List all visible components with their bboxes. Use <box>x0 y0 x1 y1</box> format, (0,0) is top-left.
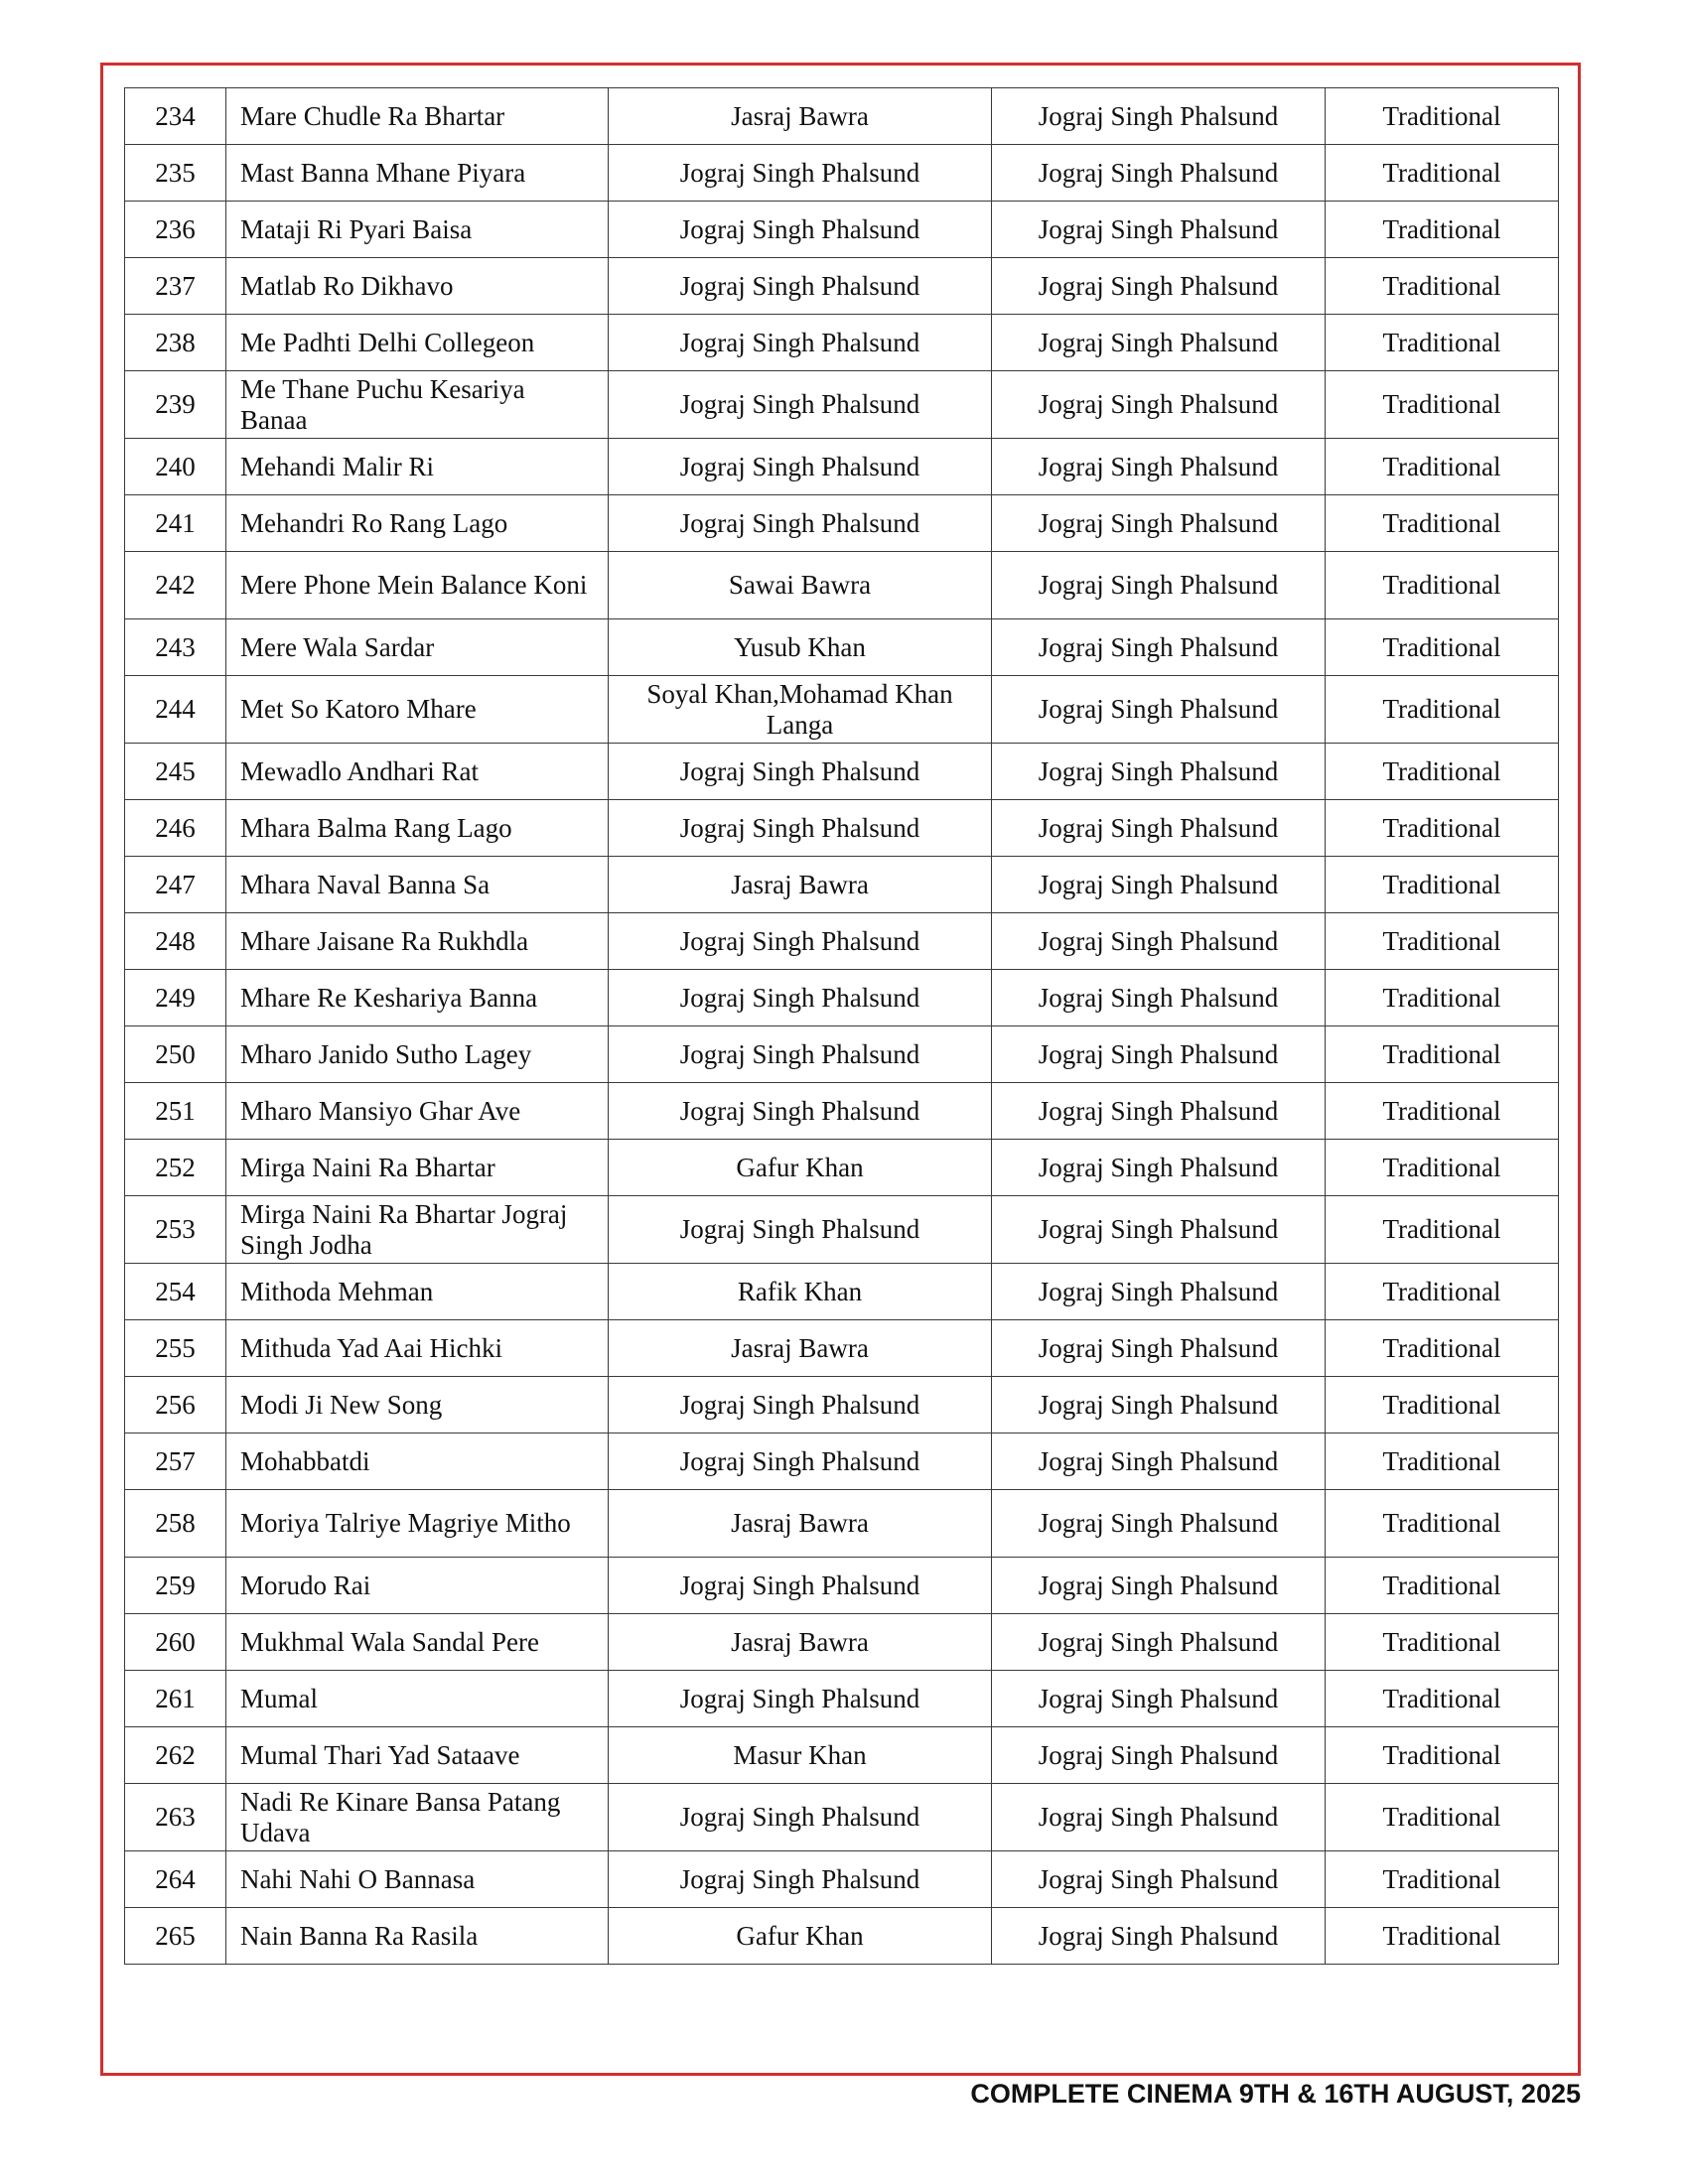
lyrics-cell: Traditional <box>1326 315 1559 371</box>
table-row <box>125 1320 1559 1377</box>
singer-cell: Jograj Singh Phalsund <box>609 258 992 315</box>
lyrics-cell: Traditional <box>1326 1614 1559 1671</box>
music-cell: Jograj Singh Phalsund <box>992 371 1326 439</box>
music-cell: Jograj Singh Phalsund <box>992 1320 1326 1377</box>
lyrics-cell: Traditional <box>1326 619 1559 676</box>
song-title-cell: Nain Banna Ra Rasila <box>226 1908 609 1965</box>
song-title-cell: Mukhmal Wala Sandal Pere <box>226 1614 609 1671</box>
music-cell: Jograj Singh Phalsund <box>992 676 1326 744</box>
table-row <box>125 1377 1559 1433</box>
music-cell: Jograj Singh Phalsund <box>992 1851 1326 1908</box>
lyrics-cell: Traditional <box>1326 1026 1559 1083</box>
song-list-body <box>125 88 1559 1965</box>
song-number-cell: 251 <box>125 1083 226 1140</box>
song-title-cell: Nadi Re Kinare Bansa Patang Udava <box>226 1784 609 1851</box>
publication-footer: COMPLETE CINEMA 9TH & 16TH AUGUST, 2025 <box>970 2079 1581 2109</box>
song-number-cell: 242 <box>125 552 226 619</box>
song-number-cell: 244 <box>125 676 226 744</box>
lyrics-cell: Traditional <box>1326 1490 1559 1558</box>
lyrics-cell: Traditional <box>1326 1851 1559 1908</box>
table-row <box>125 857 1559 913</box>
table-row <box>125 258 1559 315</box>
lyrics-cell: Traditional <box>1326 1264 1559 1320</box>
lyrics-cell: Traditional <box>1326 371 1559 439</box>
music-cell: Jograj Singh Phalsund <box>992 1377 1326 1433</box>
table-row <box>125 145 1559 202</box>
lyrics-cell: Traditional <box>1326 1196 1559 1264</box>
song-title-cell: Mehandri Ro Rang Lago <box>226 495 609 552</box>
song-title-cell: Mhare Jaisane Ra Rukhdla <box>226 913 609 970</box>
singer-cell: Rafik Khan <box>609 1264 992 1320</box>
song-number-cell: 261 <box>125 1671 226 1727</box>
singer-cell: Jograj Singh Phalsund <box>609 495 992 552</box>
song-number-cell: 258 <box>125 1490 226 1558</box>
singer-cell: Jasraj Bawra <box>609 88 992 145</box>
song-title-cell: Mumal Thari Yad Sataave <box>226 1727 609 1784</box>
table-row <box>125 1264 1559 1320</box>
table-row <box>125 1908 1559 1965</box>
music-cell: Jograj Singh Phalsund <box>992 1083 1326 1140</box>
music-cell: Jograj Singh Phalsund <box>992 913 1326 970</box>
song-number-cell: 264 <box>125 1851 226 1908</box>
song-number-cell: 247 <box>125 857 226 913</box>
lyrics-cell: Traditional <box>1326 913 1559 970</box>
song-number-cell: 249 <box>125 970 226 1026</box>
singer-cell: Sawai Bawra <box>609 552 992 619</box>
table-row <box>125 744 1559 800</box>
singer-cell: Jograj Singh Phalsund <box>609 800 992 857</box>
song-number-cell: 246 <box>125 800 226 857</box>
music-cell: Jograj Singh Phalsund <box>992 439 1326 495</box>
song-number-cell: 253 <box>125 1196 226 1264</box>
song-title-cell: Mumal <box>226 1671 609 1727</box>
singer-cell: Jograj Singh Phalsund <box>609 439 992 495</box>
lyrics-cell: Traditional <box>1326 439 1559 495</box>
song-title-cell: Mast Banna Mhane Piyara <box>226 145 609 202</box>
table-row <box>125 1490 1559 1558</box>
music-cell: Jograj Singh Phalsund <box>992 1614 1326 1671</box>
song-number-cell: 256 <box>125 1377 226 1433</box>
table-row <box>125 315 1559 371</box>
lyrics-cell: Traditional <box>1326 1083 1559 1140</box>
song-title-cell: Mhare Re Keshariya Banna <box>226 970 609 1026</box>
singer-cell: Jasraj Bawra <box>609 1490 992 1558</box>
table-row <box>125 88 1559 145</box>
song-title-cell: Me Padhti Delhi Collegeon <box>226 315 609 371</box>
singer-cell: Jasraj Bawra <box>609 857 992 913</box>
song-number-cell: 234 <box>125 88 226 145</box>
lyrics-cell: Traditional <box>1326 1320 1559 1377</box>
music-cell: Jograj Singh Phalsund <box>992 1784 1326 1851</box>
music-cell: Jograj Singh Phalsund <box>992 145 1326 202</box>
table-row <box>125 1433 1559 1490</box>
lyrics-cell: Traditional <box>1326 970 1559 1026</box>
singer-cell: Jograj Singh Phalsund <box>609 145 992 202</box>
singer-cell: Jograj Singh Phalsund <box>609 1433 992 1490</box>
music-cell: Jograj Singh Phalsund <box>992 970 1326 1026</box>
song-title-cell: Mithoda Mehman <box>226 1264 609 1320</box>
song-title-cell: Mhara Naval Banna Sa <box>226 857 609 913</box>
singer-cell: Jograj Singh Phalsund <box>609 1196 992 1264</box>
music-cell: Jograj Singh Phalsund <box>992 619 1326 676</box>
lyrics-cell: Traditional <box>1326 1671 1559 1727</box>
song-number-cell: 238 <box>125 315 226 371</box>
table-row <box>125 913 1559 970</box>
music-cell: Jograj Singh Phalsund <box>992 744 1326 800</box>
music-cell: Jograj Singh Phalsund <box>992 258 1326 315</box>
song-title-cell: Mirga Naini Ra Bhartar <box>226 1140 609 1196</box>
table-row <box>125 495 1559 552</box>
music-cell: Jograj Singh Phalsund <box>992 1558 1326 1614</box>
song-number-cell: 240 <box>125 439 226 495</box>
song-number-cell: 250 <box>125 1026 226 1083</box>
song-title-cell: Met So Katoro Mhare <box>226 676 609 744</box>
song-number-cell: 237 <box>125 258 226 315</box>
song-title-cell: Mharo Janido Sutho Lagey <box>226 1026 609 1083</box>
table-row <box>125 1140 1559 1196</box>
lyrics-cell: Traditional <box>1326 1377 1559 1433</box>
music-cell: Jograj Singh Phalsund <box>992 1140 1326 1196</box>
song-title-cell: Mewadlo Andhari Rat <box>226 744 609 800</box>
song-title-cell: Mere Wala Sardar <box>226 619 609 676</box>
table-row <box>125 1196 1559 1264</box>
music-cell: Jograj Singh Phalsund <box>992 552 1326 619</box>
song-number-cell: 257 <box>125 1433 226 1490</box>
song-title-cell: Mere Phone Mein Balance Koni <box>226 552 609 619</box>
song-title-cell: Moriya Talriye Magriye Mitho <box>226 1490 609 1558</box>
music-cell: Jograj Singh Phalsund <box>992 1908 1326 1965</box>
singer-cell: Gafur Khan <box>609 1140 992 1196</box>
table-row <box>125 202 1559 258</box>
song-number-cell: 235 <box>125 145 226 202</box>
song-number-cell: 241 <box>125 495 226 552</box>
song-number-cell: 263 <box>125 1784 226 1851</box>
table-row <box>125 676 1559 744</box>
song-title-cell: Mare Chudle Ra Bhartar <box>226 88 609 145</box>
lyrics-cell: Traditional <box>1326 1908 1559 1965</box>
song-title-cell: Mirga Naini Ra Bhartar Jograj Singh Jodha <box>226 1196 609 1264</box>
singer-cell: Jasraj Bawra <box>609 1320 992 1377</box>
song-number-cell: 239 <box>125 371 226 439</box>
singer-cell: Jograj Singh Phalsund <box>609 1671 992 1727</box>
song-title-cell: Me Thane Puchu Kesariya Banaa <box>226 371 609 439</box>
singer-cell: Jograj Singh Phalsund <box>609 913 992 970</box>
table-row <box>125 1026 1559 1083</box>
song-title-cell: Mithuda Yad Aai Hichki <box>226 1320 609 1377</box>
song-number-cell: 265 <box>125 1908 226 1965</box>
singer-cell: Jograj Singh Phalsund <box>609 970 992 1026</box>
singer-cell: Masur Khan <box>609 1727 992 1784</box>
music-cell: Jograj Singh Phalsund <box>992 495 1326 552</box>
song-number-cell: 260 <box>125 1614 226 1671</box>
table-row <box>125 552 1559 619</box>
song-number-cell: 252 <box>125 1140 226 1196</box>
song-title-cell: Mohabbatdi <box>226 1433 609 1490</box>
music-cell: Jograj Singh Phalsund <box>992 1196 1326 1264</box>
lyrics-cell: Traditional <box>1326 88 1559 145</box>
table-row <box>125 1558 1559 1614</box>
lyrics-cell: Traditional <box>1326 202 1559 258</box>
lyrics-cell: Traditional <box>1326 495 1559 552</box>
singer-cell: Jograj Singh Phalsund <box>609 744 992 800</box>
singer-cell: Jograj Singh Phalsund <box>609 1083 992 1140</box>
song-title-cell: Matlab Ro Dikhavo <box>226 258 609 315</box>
singer-cell: Jograj Singh Phalsund <box>609 1026 992 1083</box>
music-cell: Jograj Singh Phalsund <box>992 1026 1326 1083</box>
music-cell: Jograj Singh Phalsund <box>992 315 1326 371</box>
lyrics-cell: Traditional <box>1326 676 1559 744</box>
song-title-cell: Mharo Mansiyo Ghar Ave <box>226 1083 609 1140</box>
song-number-cell: 255 <box>125 1320 226 1377</box>
singer-cell: Yusub Khan <box>609 619 992 676</box>
table-row <box>125 1727 1559 1784</box>
singer-cell: Jasraj Bawra <box>609 1614 992 1671</box>
music-cell: Jograj Singh Phalsund <box>992 1490 1326 1558</box>
singer-cell: Gafur Khan <box>609 1908 992 1965</box>
singer-cell: Jograj Singh Phalsund <box>609 1558 992 1614</box>
lyrics-cell: Traditional <box>1326 1433 1559 1490</box>
singer-cell: Jograj Singh Phalsund <box>609 202 992 258</box>
table-row <box>125 1083 1559 1140</box>
song-list-table <box>124 87 1559 1965</box>
table-row <box>125 619 1559 676</box>
table-row <box>125 970 1559 1026</box>
singer-cell: Jograj Singh Phalsund <box>609 1377 992 1433</box>
music-cell: Jograj Singh Phalsund <box>992 857 1326 913</box>
song-title-cell: Mhara Balma Rang Lago <box>226 800 609 857</box>
singer-cell: Jograj Singh Phalsund <box>609 1851 992 1908</box>
table-row <box>125 371 1559 439</box>
lyrics-cell: Traditional <box>1326 258 1559 315</box>
music-cell: Jograj Singh Phalsund <box>992 1264 1326 1320</box>
song-number-cell: 243 <box>125 619 226 676</box>
music-cell: Jograj Singh Phalsund <box>992 1727 1326 1784</box>
lyrics-cell: Traditional <box>1326 1140 1559 1196</box>
lyrics-cell: Traditional <box>1326 1784 1559 1851</box>
lyrics-cell: Traditional <box>1326 552 1559 619</box>
table-row <box>125 1851 1559 1908</box>
song-number-cell: 248 <box>125 913 226 970</box>
song-number-cell: 254 <box>125 1264 226 1320</box>
singer-cell: Jograj Singh Phalsund <box>609 371 992 439</box>
singer-cell: Jograj Singh Phalsund <box>609 315 992 371</box>
song-title-cell: Nahi Nahi O Bannasa <box>226 1851 609 1908</box>
music-cell: Jograj Singh Phalsund <box>992 1433 1326 1490</box>
song-title-cell: Modi Ji New Song <box>226 1377 609 1433</box>
lyrics-cell: Traditional <box>1326 800 1559 857</box>
song-number-cell: 259 <box>125 1558 226 1614</box>
music-cell: Jograj Singh Phalsund <box>992 88 1326 145</box>
lyrics-cell: Traditional <box>1326 857 1559 913</box>
music-cell: Jograj Singh Phalsund <box>992 202 1326 258</box>
lyrics-cell: Traditional <box>1326 1727 1559 1784</box>
lyrics-cell: Traditional <box>1326 744 1559 800</box>
table-row <box>125 439 1559 495</box>
table-row <box>125 1614 1559 1671</box>
music-cell: Jograj Singh Phalsund <box>992 1671 1326 1727</box>
song-title-cell: Mataji Ri Pyari Baisa <box>226 202 609 258</box>
table-row <box>125 800 1559 857</box>
lyrics-cell: Traditional <box>1326 145 1559 202</box>
singer-cell: Jograj Singh Phalsund <box>609 1784 992 1851</box>
song-number-cell: 236 <box>125 202 226 258</box>
table-row <box>125 1671 1559 1727</box>
song-number-cell: 245 <box>125 744 226 800</box>
table-row <box>125 1784 1559 1851</box>
music-cell: Jograj Singh Phalsund <box>992 800 1326 857</box>
song-number-cell: 262 <box>125 1727 226 1784</box>
lyrics-cell: Traditional <box>1326 1558 1559 1614</box>
song-title-cell: Mehandi Malir Ri <box>226 439 609 495</box>
song-title-cell: Morudo Rai <box>226 1558 609 1614</box>
singer-cell: Soyal Khan,Mohamad Khan Langa <box>609 676 992 744</box>
